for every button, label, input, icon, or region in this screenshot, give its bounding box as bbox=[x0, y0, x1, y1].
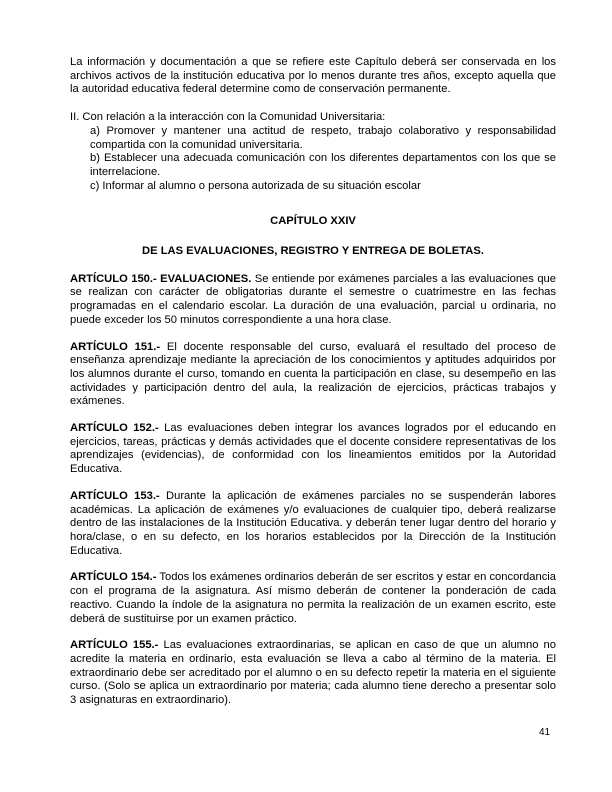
chapter-subtitle: DE LAS EVALUACIONES, REGISTRO Y ENTREGA DE BOLETAS. bbox=[142, 245, 484, 258]
article-label: ARTÍCULO 155.- bbox=[70, 639, 159, 652]
article-label: ARTÍCULO 152.- bbox=[70, 422, 159, 435]
chapter-title: CAPÍTULO XXIV bbox=[270, 215, 356, 228]
article-label: ARTÍCULO 151.- bbox=[70, 340, 161, 353]
article-154 bbox=[70, 571, 556, 626]
article-text: Todos los exámenes ordinarios deberán de ser escritos y estar en concordancia con el programa de la asignatura. Así mismo deberán de contener la ponderación de cada reactivo. Cuando la índole de la asignatura no permita la realización de un examen escrito, este deberá de sustituirse por un examen práctico. bbox=[70, 571, 556, 625]
list-item: b) Establecer una adecuada comunicación con los diferentes departamentos con los que se interrelacione. bbox=[90, 152, 556, 178]
article-153 bbox=[70, 490, 556, 559]
list-item: a) Promover y mantener una actitud de respeto, trabajo colaborativo y responsabilidad compartida con la comunidad universitaria. bbox=[90, 124, 556, 151]
article-label: ARTÍCULO 154.- bbox=[70, 571, 157, 584]
article-150 bbox=[70, 273, 556, 328]
article-text: Se entiende por exámenes parciales a las evaluaciones que se realizan con carácter de obligatorias durante el semestre o cuatrimestre en las fechas programadas en el calendario escolar. La duración de una evaluación, parcial u ordinaria, no puede exceder los 50 minutos correspondiente a una hora clase. bbox=[70, 272, 556, 326]
article-text: Las evaluaciones extraordinarias, se aplican en caso de que un alumno no acredite la materia en ordinario, esta evaluación se lleva a cabo al término de la materia. El extraordinario debe ser acreditado por el alumno o en su defecto repetir la materia en el siguiente curso. (Solo se aplica un extraordinario por materia; cada alumno tiene derecho a presentar solo 3 asignaturas en extraordinario). bbox=[70, 639, 556, 707]
section-ii-list bbox=[90, 125, 556, 194]
article-152 bbox=[70, 422, 556, 477]
document-page bbox=[70, 56, 556, 721]
section-ii-heading: II. Con relación a la interacción con la Comunidad Universitaria: bbox=[70, 111, 386, 124]
page-number: 41 bbox=[539, 727, 551, 738]
intro-paragraph: La información y documentación a que se refiere este Capítulo deberá ser conservada en los archivos activos de la institución educativa por lo menos durante tres años, excepto aquella que la autoridad educativa federal determine como de conservación permanente. bbox=[70, 56, 556, 96]
article-text: Las evaluaciones deben integrar los avances logrados por el educando en ejercicios, tareas, prácticas y demás actividades que el docente considere representativas de los aprendizajes (evidencias), de conformidad con los lineamientos emitidos por la Autoridad Educativa. bbox=[70, 422, 557, 476]
section-ii bbox=[70, 111, 556, 193]
article-label: ARTÍCULO 153.- bbox=[70, 489, 160, 502]
article-text: Durante la aplicación de exámenes parciales no se suspenderán labores académicas. La aplicación de exámenes y/o evaluaciones de cualquier tipo, deberá realizarse dentro de las instalaciones de la Institución Educativa. y deberán tener lugar dentro del horario y hora/clase, o en su defecto, en los horarios establecidos por la Dirección de la Institución Educativa. bbox=[70, 489, 556, 557]
article-155 bbox=[70, 639, 556, 708]
article-label: ARTÍCULO 150.- EVALUACIONES. bbox=[70, 272, 252, 285]
article-151 bbox=[70, 341, 556, 410]
article-text: El docente responsable del curso, evaluará el resultado del proceso de enseñanza aprendizaje mediante la apreciación de los conocimientos y aptitudes adquiridos por los alumnos durante el curso, tomando en cuenta la participación en clase, su desempeño en las actividades y participación dentro del aula, la realización de ejercicios, prácticas trabajos y exámenes. bbox=[70, 340, 556, 408]
list-item: c) Informar al alumno o persona autorizada de su situación escolar bbox=[90, 179, 421, 192]
